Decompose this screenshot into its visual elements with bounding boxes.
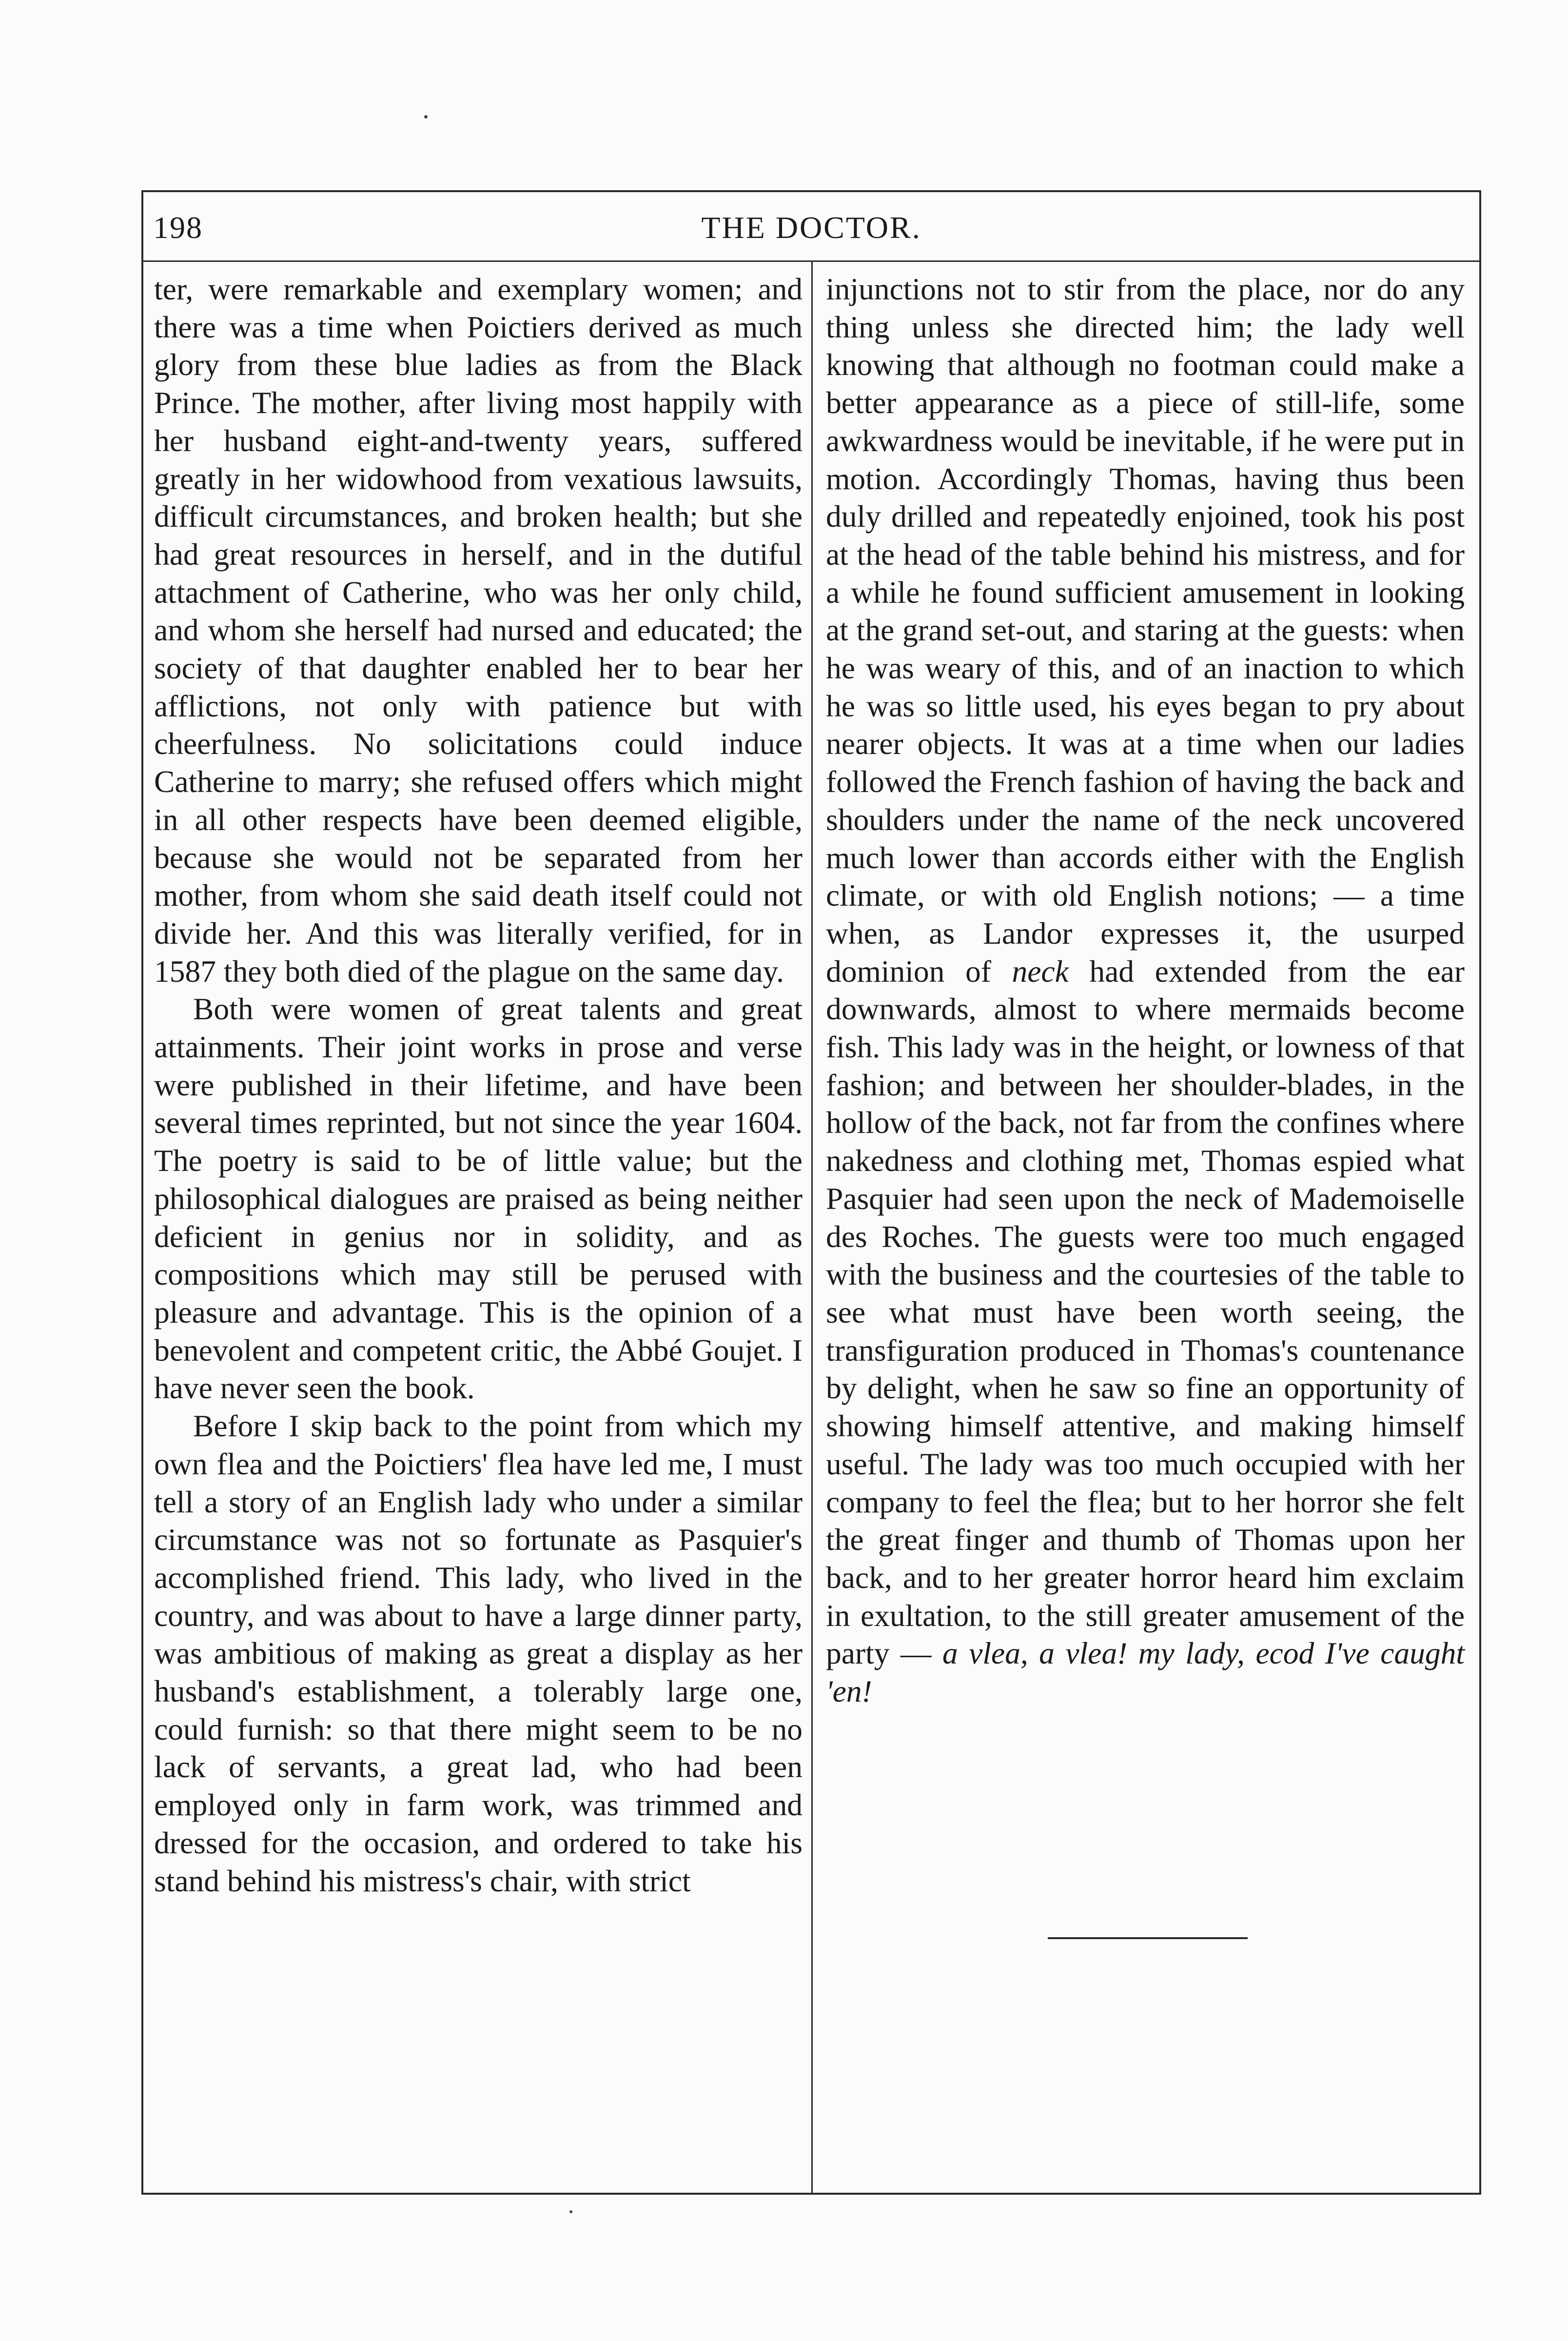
text-segment: had extended from the ear downwards, almost to where mermaids become fish. This lady was in the height, or lowness of that fashion; and between her shoulder-blades, in the hollow of the back, not far from the confines where nakedness and clothing met, Thomas espied what Pasquier had seen upon the neck of Mademoiselle des Roches. The guests were too much engaged with the business and the courtesies of the table to see what must have been worth seeing, the transfiguration produced in Thomas's countenance by delight, when he saw so fine an opportunity of showing himself attentive, and making himself useful. The lady was too much occupied with her company to feel the flea; but to her horror she felt the great finger and thumb of Thomas upon her back, and to her greater horror heard him exclaim in exultation, to the still greater amusement of the party —: [826, 953, 1465, 1671]
italic-exclamation: a vlea, a vlea! my lady, ecod I've caught 'en!: [826, 1636, 1465, 1709]
italic-neck: neck: [1012, 953, 1069, 989]
right-column: [826, 270, 1465, 1710]
running-title: THE DOCTOR.: [701, 210, 921, 245]
running-head: [143, 192, 1479, 262]
section-end-rule: [1048, 1937, 1248, 1939]
ink-speck: [424, 115, 428, 119]
paragraph-english-lady: Before I skip back to the point from which my own flea and the Poictiers' flea have led me, I must tell a story of an English lady who under a similar circumstance was not so fortunate as Pasquier's accomplished friend. This lady, who lived in the country, and was about to have a large dinner party, was ambitious of making as great a display as her husband's establishment, a tolerably large one, could furnish: so that there might seem to be no lack of servants, a great lad, who had been employed only in farm work, was trimmed and dressed for the occasion, and ordered to take his stand behind his mistress's chair, with strict: [154, 1409, 803, 1898]
left-column: [154, 270, 803, 1900]
text-segment: injunctions not to stir from the place, nor do any thing unless she directed him; the lady well knowing that although no footman could make a better appearance as a piece of still-life, some awkwardness would be inevitable, if he were put in motion. Accordingly Thomas, having thus been duly drilled and repeatedly enjoined, took his post at the head of the table behind his mistress, and for a while he found sufficient amusement in looking at the grand set-out, and staring at the guests: when he was weary of this, and of an inaction to which he was so little used, his eyes began to pry about nearer objects. It was at a time when our ladies followed the French fashion of having the back and shoulders under the name of the neck uncovered much lower than accords either with the English climate, or with old English notions; — a time when, as Landor expresses it, the usurped dominion of: [826, 272, 1465, 989]
page-frame: [141, 190, 1481, 2195]
column-divider: [811, 260, 813, 2193]
page-number: 198: [153, 210, 203, 245]
paragraph-thomas: [826, 270, 1465, 1710]
ink-speck: [569, 2210, 572, 2213]
paragraph-continued: ter, were remarkable and exemplary women; and there was a time when Poictiers derived as much glory from these blue ladies as from the Black Prince. The mother, after living most happily with her husband eight-and-twenty years, suffered greatly in her widowhood from vexatious lawsuits, difficult circumstances, and broken health; but she had great resources in herself, and in the dutiful attachment of Catherine, who was her only child, and whom she herself had nursed and educated; the society of that daughter enabled her to bear her afflictions, not only with patience but with cheerfulness. No solicitations could induce Catherine to marry; she refused offers which might in all other respects have been deemed eligible, because she would not be separated from her mother, from whom she said death itself could not divide her. And this was literally verified, for in 1587 they both died of the plague on the same day.: [154, 272, 803, 989]
paragraph-talents: Both were women of great talents and great attainments. Their joint works in prose and verse were published in their lifetime, and have been several times reprinted, but not since the year 1604. The poetry is said to be of little value; but the philosophical dialogues are praised as being neither deficient in genius nor in solidity, and as compositions which may still be perused with pleasure and advantage. This is the opinion of a benevolent and competent critic, the Abbé Goujet. I have never seen the book.: [154, 992, 803, 1406]
